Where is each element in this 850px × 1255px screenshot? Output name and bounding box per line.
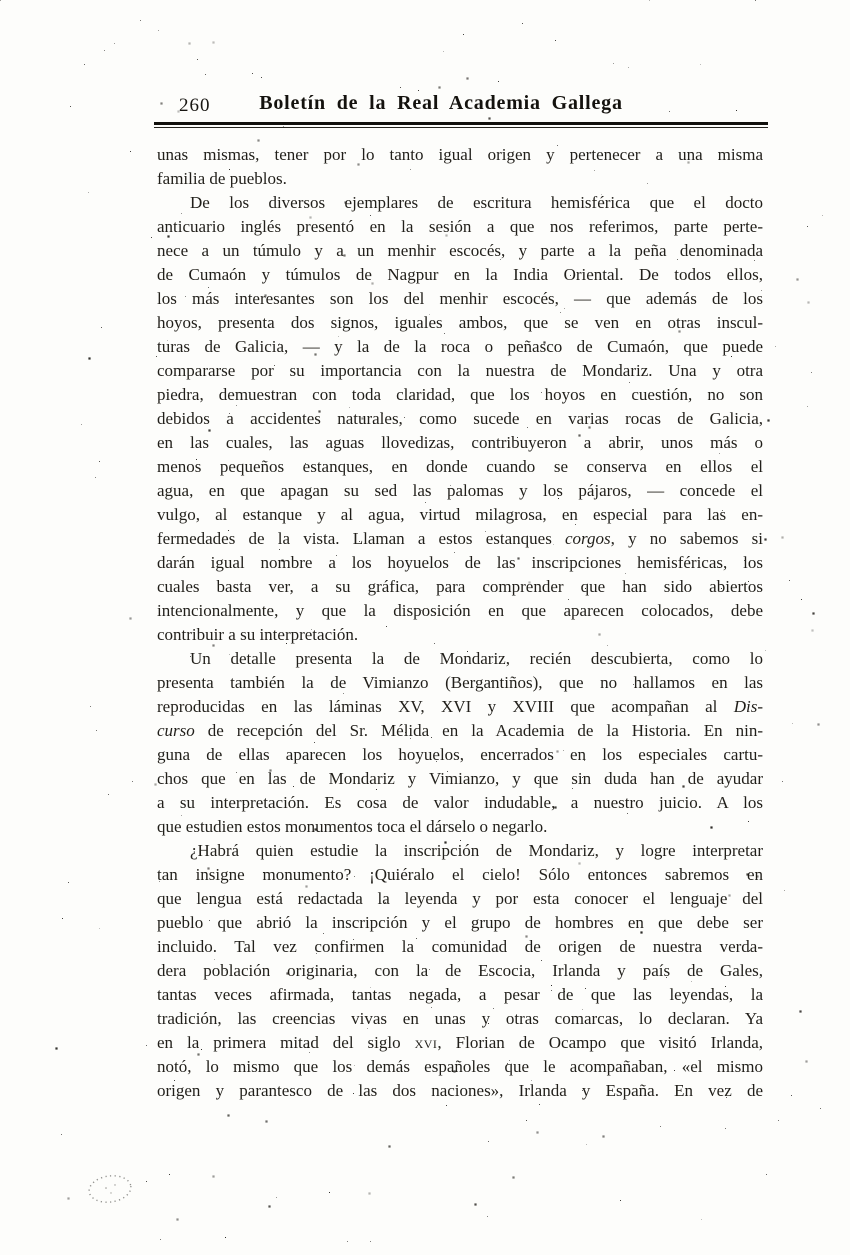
text-segment: hoyos, presenta dos signos, iguales ambos, que se ven en otras inscul- (157, 313, 763, 332)
journal-title: Boletín de la Real Academia Gallega (259, 92, 623, 114)
text-segment: de recepción del Sr. Mélida en la Academia de la Historia. En nin- (194, 721, 763, 740)
text-segment: intencionalmente, y que la disposición en que aparecen colocados, debe (157, 601, 763, 620)
page-number: 260 (179, 95, 211, 116)
header-rule (154, 122, 768, 128)
text-segment: que lengua está redactada la leyenda y por esta conocer el lenguaje del (157, 889, 763, 908)
paragraph (157, 143, 763, 191)
text-line (157, 551, 763, 575)
text-segment: debidos a accidentes naturales, como sucede en varias rocas de Galicia, (157, 409, 763, 428)
text-line (157, 239, 763, 263)
text-segment: , Florian de Ocampo que visitó Irlanda, (437, 1033, 763, 1052)
text-segment: nece a un túmulo y a un menhir escocés, y parte a la peña denominada (157, 241, 763, 260)
text-line (157, 695, 763, 719)
text-line (157, 863, 763, 887)
text-line (157, 719, 763, 743)
text-segment: anticuario inglés presentó en la sesión a que nos referimos, parte perte- (157, 217, 763, 236)
text-segment: unas mismas, tener por lo tanto igual origen y pertenecer a una misma (157, 145, 763, 164)
text-line (157, 647, 763, 671)
page-header (157, 92, 765, 122)
text-line (157, 1007, 763, 1031)
text-line (157, 431, 763, 455)
text-segment: que estudien estos monumentos toca el dárselo o negarlo. (157, 817, 548, 836)
text-line (157, 407, 763, 431)
stamp-mark (84, 1168, 136, 1210)
text-line (157, 263, 763, 287)
text-segment: fermedades de la vista. Llaman a estos estanques (157, 529, 565, 548)
paragraph (157, 647, 763, 839)
text-line (157, 311, 763, 335)
text-segment: tantas veces afirmada, tantas negada, a pesar de que las leyendas, la (157, 985, 763, 1004)
smallcaps-segment: xvi (414, 1033, 438, 1052)
text-line (157, 623, 763, 647)
text-line (157, 767, 763, 791)
text-line (157, 287, 763, 311)
header-rule-top-line (154, 122, 768, 125)
italic-segment: corgos (565, 529, 611, 548)
paragraph (157, 191, 763, 647)
text-line (157, 743, 763, 767)
text-line (157, 791, 763, 815)
italic-segment: Dis- (733, 697, 763, 716)
text-line (157, 527, 763, 551)
text-segment: en las cuales, las aguas llovedizas, contribuyeron a abrir, unos más o (157, 433, 763, 452)
text-segment: tradición, las creencias vivas en unas y otras comarcas, lo declaran. Ya (157, 1009, 763, 1028)
text-segment: vulgo, al estanque y al agua, virtud milagrosa, en especial para las en- (157, 505, 763, 524)
text-segment: a su interpretación. Es cosa de valor indudable, a nuestro juicio. A los (157, 793, 763, 812)
text-segment: Un detalle presenta la de Mondariz, recién descubierta, como lo (190, 649, 763, 668)
text-segment: De los diversos ejemplares de escritura hemisférica que el docto (190, 193, 763, 212)
text-segment: origen y parantesco de las dos naciones», Irlanda y España. En vez de (157, 1081, 763, 1100)
text-segment: reproducidas en las láminas XV, XVI y XVIII que acompañan al (157, 697, 734, 716)
text-segment: agua, en que apagan su sed las palomas y los pájaros, — concede el (157, 481, 763, 500)
text-segment: en la primera mitad del siglo (157, 1033, 415, 1052)
text-segment: turas de Galicia, — y la de la roca o peñasco de Cumaón, que puede (157, 337, 763, 356)
paragraph (157, 839, 763, 1103)
text-line (157, 1031, 763, 1055)
text-segment: menos pequeños estanques, en donde cuando se conserva en ellos el (157, 457, 763, 476)
text-line (157, 143, 763, 167)
text-segment: tan insigne monumento? ¡Quiéralo el cielo! Sólo entonces sabremos en (157, 865, 763, 884)
text-block (157, 143, 763, 1103)
text-line (157, 167, 763, 191)
text-segment: chos que en las de Mondariz y Vimianzo, y que sin duda han de ayudar (157, 769, 763, 788)
text-line (157, 1055, 763, 1079)
text-segment: presenta también la de Vimianzo (Bergantiños), que no hallamos en las (157, 673, 763, 692)
text-segment: cuales basta ver, a su gráfica, para comprender que han sido abiertos (157, 577, 763, 596)
text-line (157, 815, 763, 839)
text-line (157, 575, 763, 599)
text-line (157, 383, 763, 407)
text-line (157, 1079, 763, 1103)
text-segment: ¿Habrá quien estudie la inscripción de Mondariz, y logre interpretar (190, 841, 763, 860)
text-segment: darán igual nombre a los hoyuelos de las inscripciones hemisféricas, los (157, 553, 763, 572)
text-segment: piedra, demuestran con toda claridad, que los hoyos en cuestión, no son (157, 385, 763, 404)
text-segment: , y no sabemos si (610, 529, 763, 548)
text-line (157, 983, 763, 1007)
text-line (157, 359, 763, 383)
text-line (157, 911, 763, 935)
text-line (157, 455, 763, 479)
text-segment: compararse por su importancia con la nuestra de Mondariz. Una y otra (157, 361, 763, 380)
text-line (157, 599, 763, 623)
text-line (157, 959, 763, 983)
text-line (157, 479, 763, 503)
text-line (157, 839, 763, 863)
text-line (157, 671, 763, 695)
text-line (157, 935, 763, 959)
text-segment: los más interesantes son los del menhir escocés, — que además de los (157, 289, 763, 308)
text-segment: de Cumaón y túmulos de Nagpur en la India Oriental. De todos ellos, (157, 265, 763, 284)
text-line (157, 503, 763, 527)
text-line (157, 335, 763, 359)
italic-segment: curso (157, 721, 195, 740)
text-segment: notó, lo mismo que los demás españoles que le acompañaban, «el mismo (157, 1057, 763, 1076)
text-segment: guna de ellas aparecen los hoyuelos, encerrados en los especiales cartu- (157, 745, 763, 764)
text-line (157, 191, 763, 215)
text-segment: familia de pueblos. (157, 169, 287, 188)
header-rule-bottom-line (154, 127, 768, 128)
text-segment: dera población originaria, con la de Escocia, Irlanda y país de Gales, (157, 961, 763, 980)
text-line (157, 215, 763, 239)
text-line (157, 887, 763, 911)
scan-noise-layer (0, 0, 1, 1)
text-segment: contribuir a su interpretación. (157, 625, 359, 644)
text-segment: incluido. Tal vez confirmen la comunidad de origen de nuestra verda- (157, 937, 763, 956)
text-segment: pueblo que abrió la inscripción y el grupo de hombres en que debe ser (157, 913, 763, 932)
